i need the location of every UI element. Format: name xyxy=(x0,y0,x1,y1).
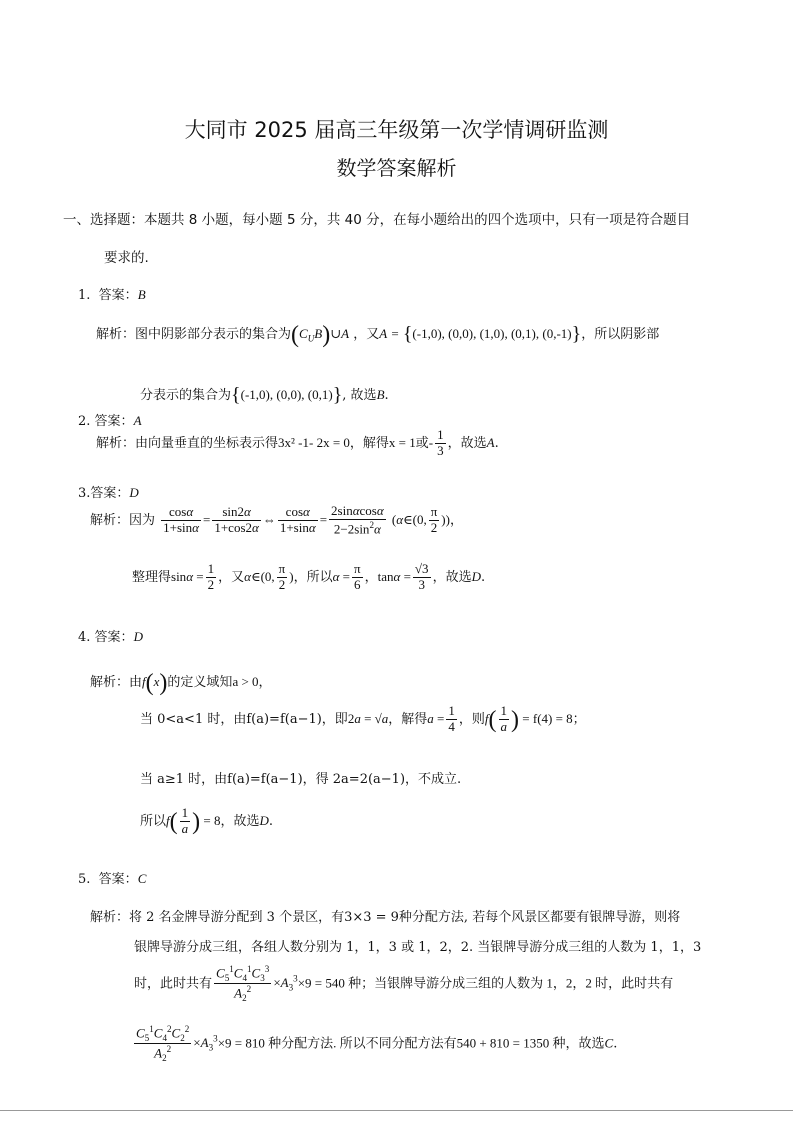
q4-analysis-line3: 当 a≥1 时，由f(a)=f(a−1)，得 2a=2(a−1)，不成立. xyxy=(140,772,462,787)
q5-analysis-line4: $\frac{C_5^1C_4^2C_2^2}{A_2^2}$ $\times A_3^3\times 9 = 810$ 种分配方法. 所以不同分配方法有540 + 810 = 1350 种，故选C. xyxy=(136,1024,618,1064)
section-heading: 一、选择题：本题共 8 小题，每小题 5 分，共 40 分，在每小题给出的四个选项中，只有一项是符合题目 xyxy=(63,212,691,228)
q3-analysis-line2: 整理得sinα = $\frac{1}{2}$ ，又α∈(0, $\frac{\pi}{2}$ )，所以α = $\frac{\pi}{6}$ ，tanα = $\frac{√3}{3}$ ，故选D. xyxy=(132,561,486,592)
page-bottom-divider xyxy=(0,1110,793,1111)
q1-analysis-line2: 分表示的集合为{(-1,0), (0,0), (0,1)}, 故选B. xyxy=(140,384,389,406)
page-title: 大同市 2025 届高三年级第一次学情调研监测 xyxy=(184,118,609,142)
q4-analysis-line1: 解析：由f(x)的定义域知a > 0， xyxy=(90,670,272,696)
q5-answer-line: 5. 答案：C xyxy=(78,871,147,887)
q4-analysis-line2: 当 0<a<1 时，由f(a)=f(a−1)，即2a = √a，解得a = $\frac{1}{4}$ ，则f( $\frac{1}{a}$ ) = f(4) = 8； xyxy=(140,703,586,734)
q3-analysis-line1: 解析：因为 $\frac{\cos\alpha}{1+\sin\alpha}$ = $\frac{\sin 2\alpha}{1+\cos 2\alpha}$ ⇔ $\frac{\cos\alpha}{1+\sin\alpha}$ = $\frac{2\sin\alpha\cos\alpha}{2-2\sin^2\alpha}$ (α∈(0, $\frac{\pi}{2}$ ))， xyxy=(90,503,463,537)
q2-analysis-line: 解析：由向量垂直的坐标表示得3x² -1- 2x = 0，解得x = 1或- $\frac{1}{3}$ ，故选A. xyxy=(96,427,499,458)
q1-analysis-line1: 解析：图中阴影部分表示的集合为$(C_UB)\cup A$ ，又A = {(-1,0), (0,0), (1,0), (0,1), (0,-1)}，所以阴影部 xyxy=(96,322,660,348)
q3-answer-line: 3.答案：D xyxy=(78,485,139,501)
q4-analysis-line4: 所以f( $\frac{1}{a}$ ) = 8，故选D. xyxy=(140,805,274,836)
section-heading-continued: 要求的. xyxy=(104,250,149,266)
q5-analysis-line1: 解析：将 2 名金牌导游分配到 3 个景区，有3×3 = 9种分配方法, 若每个风景区都要有银牌导游，则将 xyxy=(90,910,681,925)
q5-analysis-line2: 银牌导游分成三组，各组人数分别为 1，1，3 或 1，2，2. 当银牌导游分成三组的人数为 1，1，3 xyxy=(134,940,702,955)
q1-answer-line: 1. 答案：B xyxy=(78,287,146,303)
page-subtitle: 数学答案解析 xyxy=(336,156,457,180)
q5-analysis-line3: 时，此时共有 $\frac{C_5^1C_4^1C_3^3}{A_2^2}$ $\times A_3^3\times 9 = 540$ 种；当银牌导游分成三组的人数为 1，2，2 时，此时共有 xyxy=(134,964,674,1004)
q4-answer-line: 4. 答案：D xyxy=(78,629,143,645)
q2-answer-line: 2. 答案：A xyxy=(78,413,142,429)
